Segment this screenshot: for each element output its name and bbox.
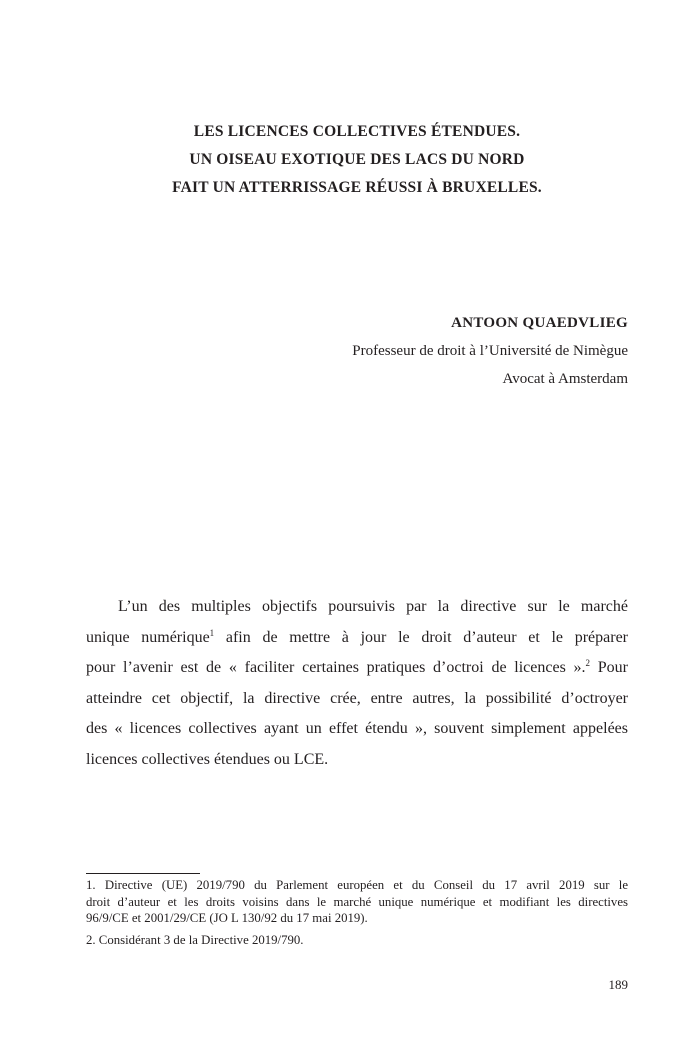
page-number: 189	[608, 977, 628, 992]
footnotes	[86, 877, 628, 948]
footnote-separator	[86, 873, 200, 874]
body-line-6: licences collectives étendues ou LCE.	[86, 750, 329, 768]
body-line-3	[86, 653, 628, 684]
author-affiliation-2: Avocat à Amsterdam	[502, 371, 628, 387]
author-name: ANTOON QUAEDVLIEG	[451, 315, 628, 331]
footnote-1-line-2: droit d’auteur et les droits voisins dans le marché unique numérique et modifiant les directives	[86, 894, 628, 909]
title-line-2: UN OISEAU EXOTIQUE DES LACS DU NORD	[189, 151, 525, 168]
title-line-1: LES LICENCES COLLECTIVES ÉTENDUES.	[193, 123, 521, 140]
chapter-title	[86, 118, 628, 202]
author-block	[352, 309, 628, 393]
footnote-2: 2. Considérant 3 de la Directive 2019/790.	[86, 932, 304, 947]
title-line-3: FAIT UN ATTERRISSAGE RÉUSSI À BRUXELLES.	[172, 179, 542, 196]
body-line-1: L’un des multiples objectifs poursuivis par la directive sur le marché	[118, 598, 628, 615]
footnote-ref-1[interactable]: 1	[209, 627, 215, 638]
body-line-3-b: Pour	[590, 659, 629, 676]
body-line-5: des « licences collectives ayant un effet étendu », souvent simplement appelées	[86, 720, 628, 737]
body-line-2	[86, 623, 628, 654]
footnote-1-line-3: 96/9/CE et 2001/29/CE (JO L 130/92 du 17 mai 2019).	[86, 911, 368, 925]
footnote-ref-2[interactable]: 2	[585, 658, 591, 668]
body-line-2-a: unique numérique	[86, 628, 210, 646]
body-line-4: atteindre cet objectif, la directive crée, entre autres, la possibilité d’octroyer	[86, 689, 628, 707]
footnote-1-line-1: 1. Directive (UE) 2019/790 du Parlement européen et du Conseil du 17 avril 2019 sur le	[86, 878, 628, 892]
body-paragraph	[86, 592, 628, 775]
body-line-3-a: pour l’avenir est de « faciliter certaines pratiques d’octroi de licences ».	[86, 659, 586, 676]
body-line-2-b: afin de mettre à jour le droit d’auteur et le préparer	[214, 628, 629, 646]
author-affiliation-1: Professeur de droit à l’Université de Nimègue	[352, 343, 628, 359]
